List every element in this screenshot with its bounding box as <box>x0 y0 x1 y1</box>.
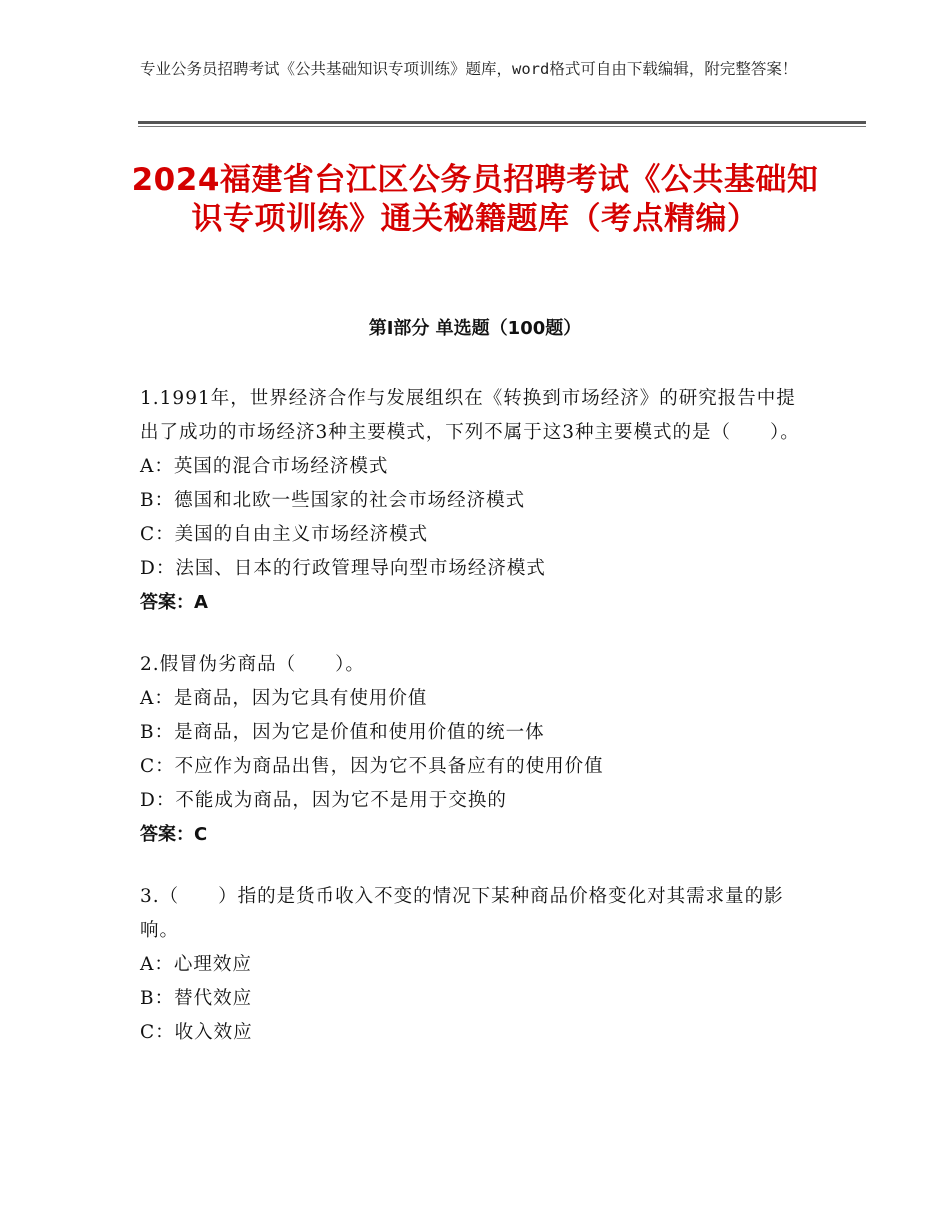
question-3 <box>140 880 812 1050</box>
option-b: B：德国和北欧一些国家的社会市场经济模式 <box>140 490 526 511</box>
option-a: A：是商品，因为它具有使用价值 <box>140 688 428 709</box>
answer: 答案：C <box>140 824 208 845</box>
option-b: B：是商品，因为它是价值和使用价值的统一体 <box>140 722 545 743</box>
option-d: D：法国、日本的行政管理导向型市场经济模式 <box>140 558 546 579</box>
section-heading: 第I部分 单选题（100题） <box>368 318 582 339</box>
header-note: 专业公务员招聘考试《公共基础知识专项训练》题库，word格式可自由下载编辑，附完整答案！ <box>140 60 798 78</box>
document-title: 2024福建省台江区公务员招聘考试《公共基础知识专项训练》通关秘籍题库（考点精编） <box>131 162 819 237</box>
question-list <box>140 382 812 1078</box>
answer: 答案：A <box>140 592 208 613</box>
option-c: C：收入效应 <box>140 1022 253 1043</box>
option-a: A：英国的混合市场经济模式 <box>140 456 389 477</box>
question-stem: 3.（ ）指的是货币收入不变的情况下某种商品价格变化对其需求量的影响。 <box>140 886 784 941</box>
option-d: D：不能成为商品，因为它不是用于交换的 <box>140 790 507 811</box>
question-stem: 2.假冒伪劣商品（ ）。 <box>140 654 365 675</box>
option-c: C：美国的自由主义市场经济模式 <box>140 524 429 545</box>
header-divider <box>138 121 866 124</box>
question-2 <box>140 648 812 852</box>
option-a: A：心理效应 <box>140 954 252 975</box>
option-c: C：不应作为商品出售，因为它不具备应有的使用价值 <box>140 756 604 777</box>
header-divider-thin <box>138 126 866 127</box>
question-1 <box>140 382 812 620</box>
option-b: B：替代效应 <box>140 988 253 1009</box>
question-stem: 1.1991年，世界经济合作与发展组织在《转换到市场经济》的研究报告中提出了成功的市场经济3种主要模式，下列不属于这3种主要模式的是（ ）。 <box>140 388 800 443</box>
